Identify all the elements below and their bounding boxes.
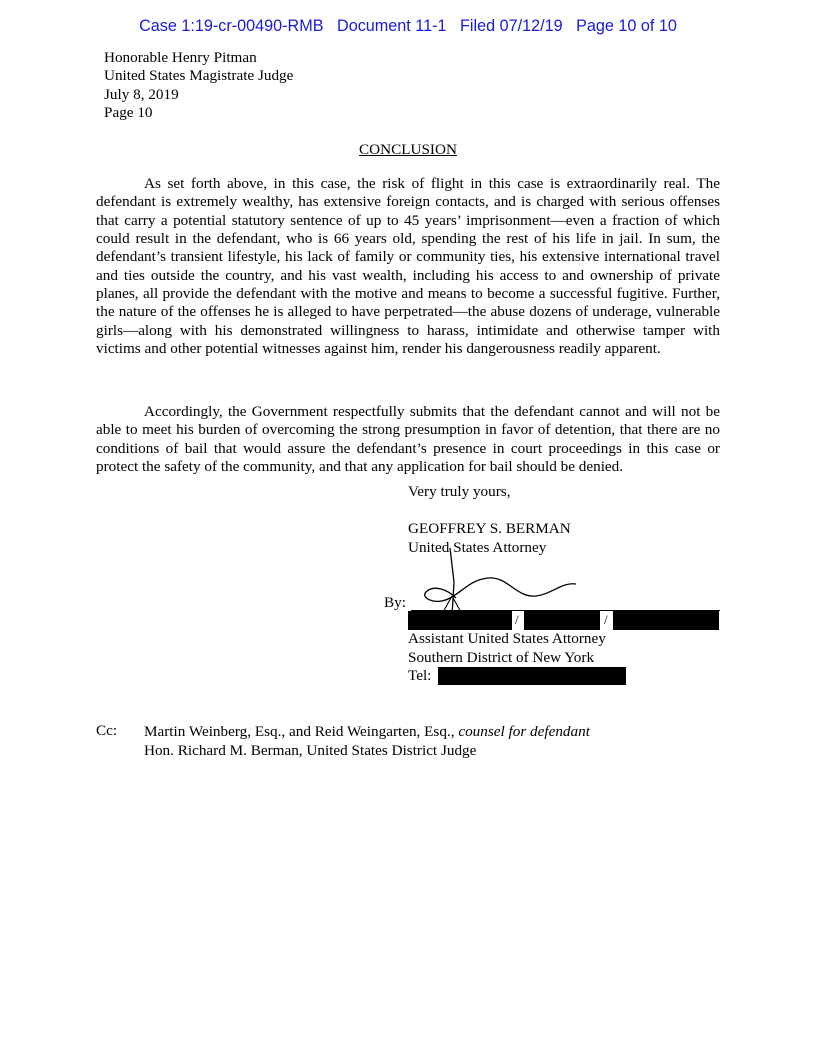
heading-text: CONCLUSION [359, 141, 457, 158]
signer-title: United States Attorney [408, 539, 547, 556]
telephone-label: Tel: [408, 667, 432, 684]
signer-district: Southern District of New York [408, 649, 595, 666]
paragraph-conclusion-2: Accordingly, the Government respectfully submits that the defendant cannot and will not be able to meet his burden of overcoming the strong presumption in favor of detention, that there are no conditions of bail that would assure the defendant’s presence in court proceedings in this case or protect the safety of the community, and that any application for bail should be denied. [96, 403, 720, 476]
name-separator: / [515, 612, 519, 627]
by-label: By: [384, 594, 406, 611]
document-number: Document 11-1 [337, 17, 447, 35]
cc-recipient-judge: Hon. Richard M. Berman, United States District Judge [144, 742, 477, 759]
redaction-bar [438, 667, 626, 685]
letter-date: July 8, 2019 [104, 85, 179, 103]
closing-salutation: Very truly yours, [408, 483, 511, 500]
cc-recipient-counsel [144, 722, 590, 741]
addressee-title: United States Magistrate Judge [104, 67, 294, 85]
addressee-name: Honorable Henry Pitman [104, 49, 257, 66]
addressee-block [104, 49, 293, 123]
name-separator: / [604, 612, 608, 627]
redaction-bar [408, 611, 512, 630]
cc-label: Cc: [96, 722, 118, 739]
court-filing-stamp [0, 17, 816, 36]
page-number: Page 10 [104, 104, 153, 122]
paragraph-conclusion-1: As set forth above, in this case, the risk of flight in this case is extraordinarily real. The defendant is extremely wealthy, has extensive foreign contacts, and is charged with serious offenses that carry a potential statutory sentence of up to 45 years’ imprisonment—even a fraction of which could result in the defendant, who is 66 years old, spending the rest of his life in jail. In sum, the defendant’s transient lifestyle, his lack of family or community ties, his extensive international travel and ties outside the country, and his vast wealth, including his access to and ownership of private planes, all provide the defendant with the motive and means to become a successful fugitive. Further, the nature of the offenses he is alleged to have perpetrated—the abuse dozens of underage, vulnerable girls—along with his demonstrated willingness to harass, intimidate and otherwise tamper with victims and other potential witnesses against him, render his dangerousness readily apparent. [96, 175, 720, 358]
filed-date: Filed 07/12/19 [460, 17, 563, 35]
signer-role: Assistant United States Attorney [408, 630, 606, 647]
handwritten-signature [412, 540, 582, 618]
redaction-bar [613, 611, 719, 630]
cc-list [144, 722, 590, 760]
section-heading [0, 141, 816, 159]
page-count: Page 10 of 10 [576, 17, 677, 35]
case-number: Case 1:19-cr-00490-RMB [139, 17, 324, 35]
signer-name: GEOFFREY S. BERMAN [408, 520, 571, 537]
redaction-bar [524, 611, 600, 630]
cc-recipient-role: counsel for defendant [458, 723, 590, 740]
cc-recipient-names: Martin Weinberg, Esq., and Reid Weingarten, Esq., [144, 723, 459, 740]
